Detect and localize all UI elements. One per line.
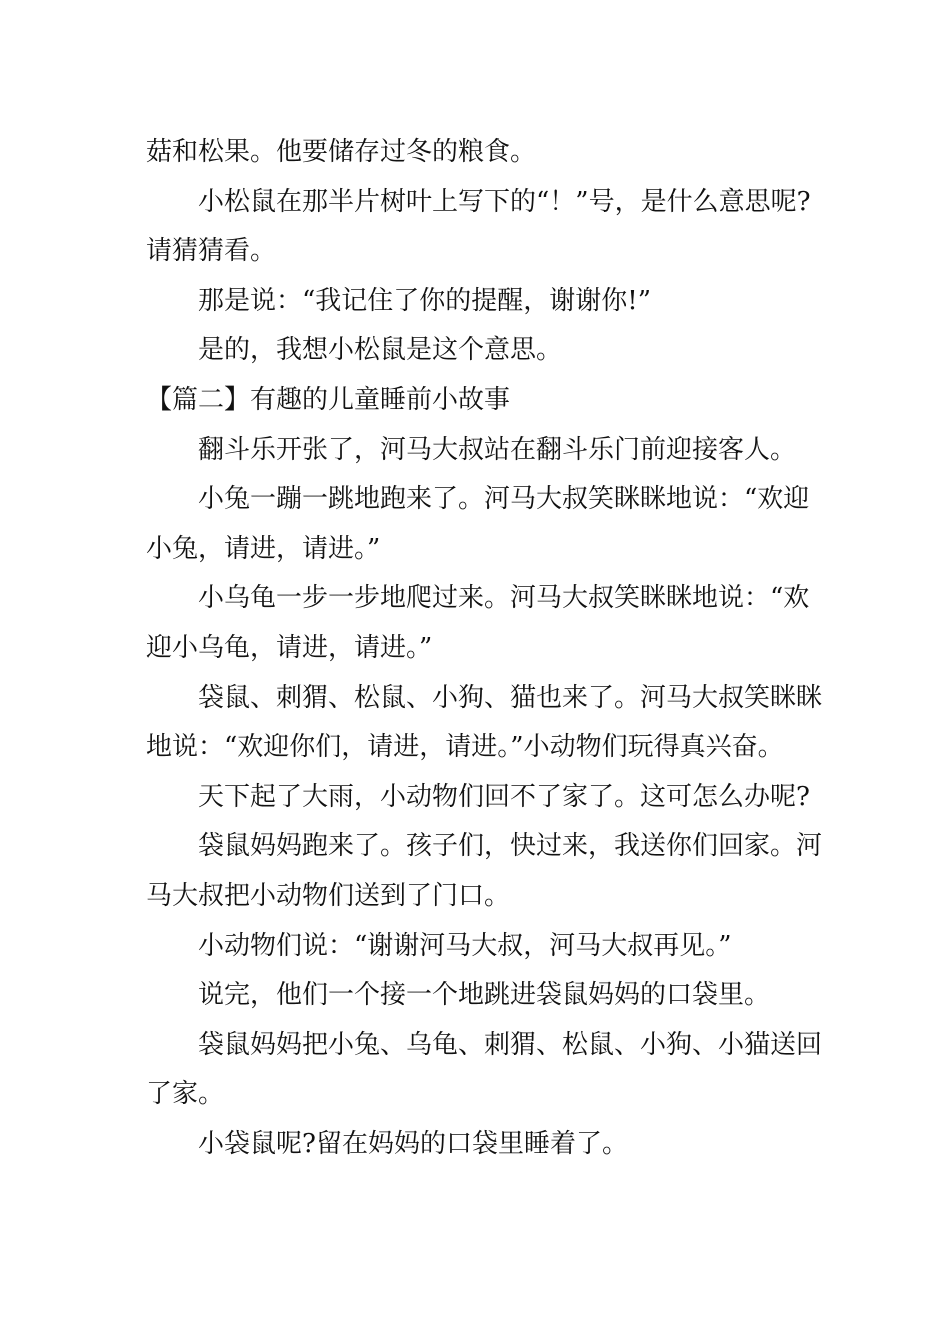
paragraph: 小松鼠在那半片树叶上写下的“！”号，是什么意思呢?请猜猜看。 [146, 186, 811, 267]
document-body [146, 128, 826, 1169]
paragraph: 菇和松果。他要储存过冬的粮食。 [146, 137, 537, 167]
section-heading: 【篇二】有趣的儿童睡前小故事 [146, 384, 511, 415]
paragraph: 是的，我想小松鼠是这个意思。 [198, 335, 563, 366]
paragraph: 那是说：“我记住了你的提醒，谢谢你!” [198, 285, 652, 316]
story-paragraph: 小动物们说：“谢谢河马大叔，河马大叔再见。” [198, 930, 732, 961]
story-paragraph: 小乌龟一步一步地爬过来。河马大叔笑眯眯地说：“欢迎小乌龟，请进，请进。” [146, 583, 810, 663]
story-paragraph: 小兔一蹦一跳地跑来了。河马大叔笑眯眯地说：“欢迎小兔，请进，请进。” [146, 484, 810, 564]
story-paragraph: 说完，他们一个接一个地跳进袋鼠妈妈的口袋里。 [198, 980, 771, 1011]
story-paragraph: 天下起了大雨，小动物们回不了家了。这可怎么办呢? [198, 781, 810, 812]
story-paragraph: 小袋鼠呢?留在妈妈的口袋里睡着了。 [198, 1128, 628, 1159]
story-paragraph: 袋鼠妈妈把小兔、乌龟、刺猬、松鼠、小狗、小猫送回了家。 [146, 1029, 823, 1110]
story-paragraph: 袋鼠、刺猬、松鼠、小狗、猫也来了。河马大叔笑眯眯地说：“欢迎你们，请进，请进。”小动物们玩得真兴奋。 [146, 682, 823, 763]
story-paragraph: 翻斗乐开张了，河马大叔站在翻斗乐门前迎接客人。 [198, 434, 797, 465]
story-paragraph: 袋鼠妈妈跑来了。孩子们，快过来，我送你们回家。河马大叔把小动物们送到了门口。 [146, 831, 823, 911]
